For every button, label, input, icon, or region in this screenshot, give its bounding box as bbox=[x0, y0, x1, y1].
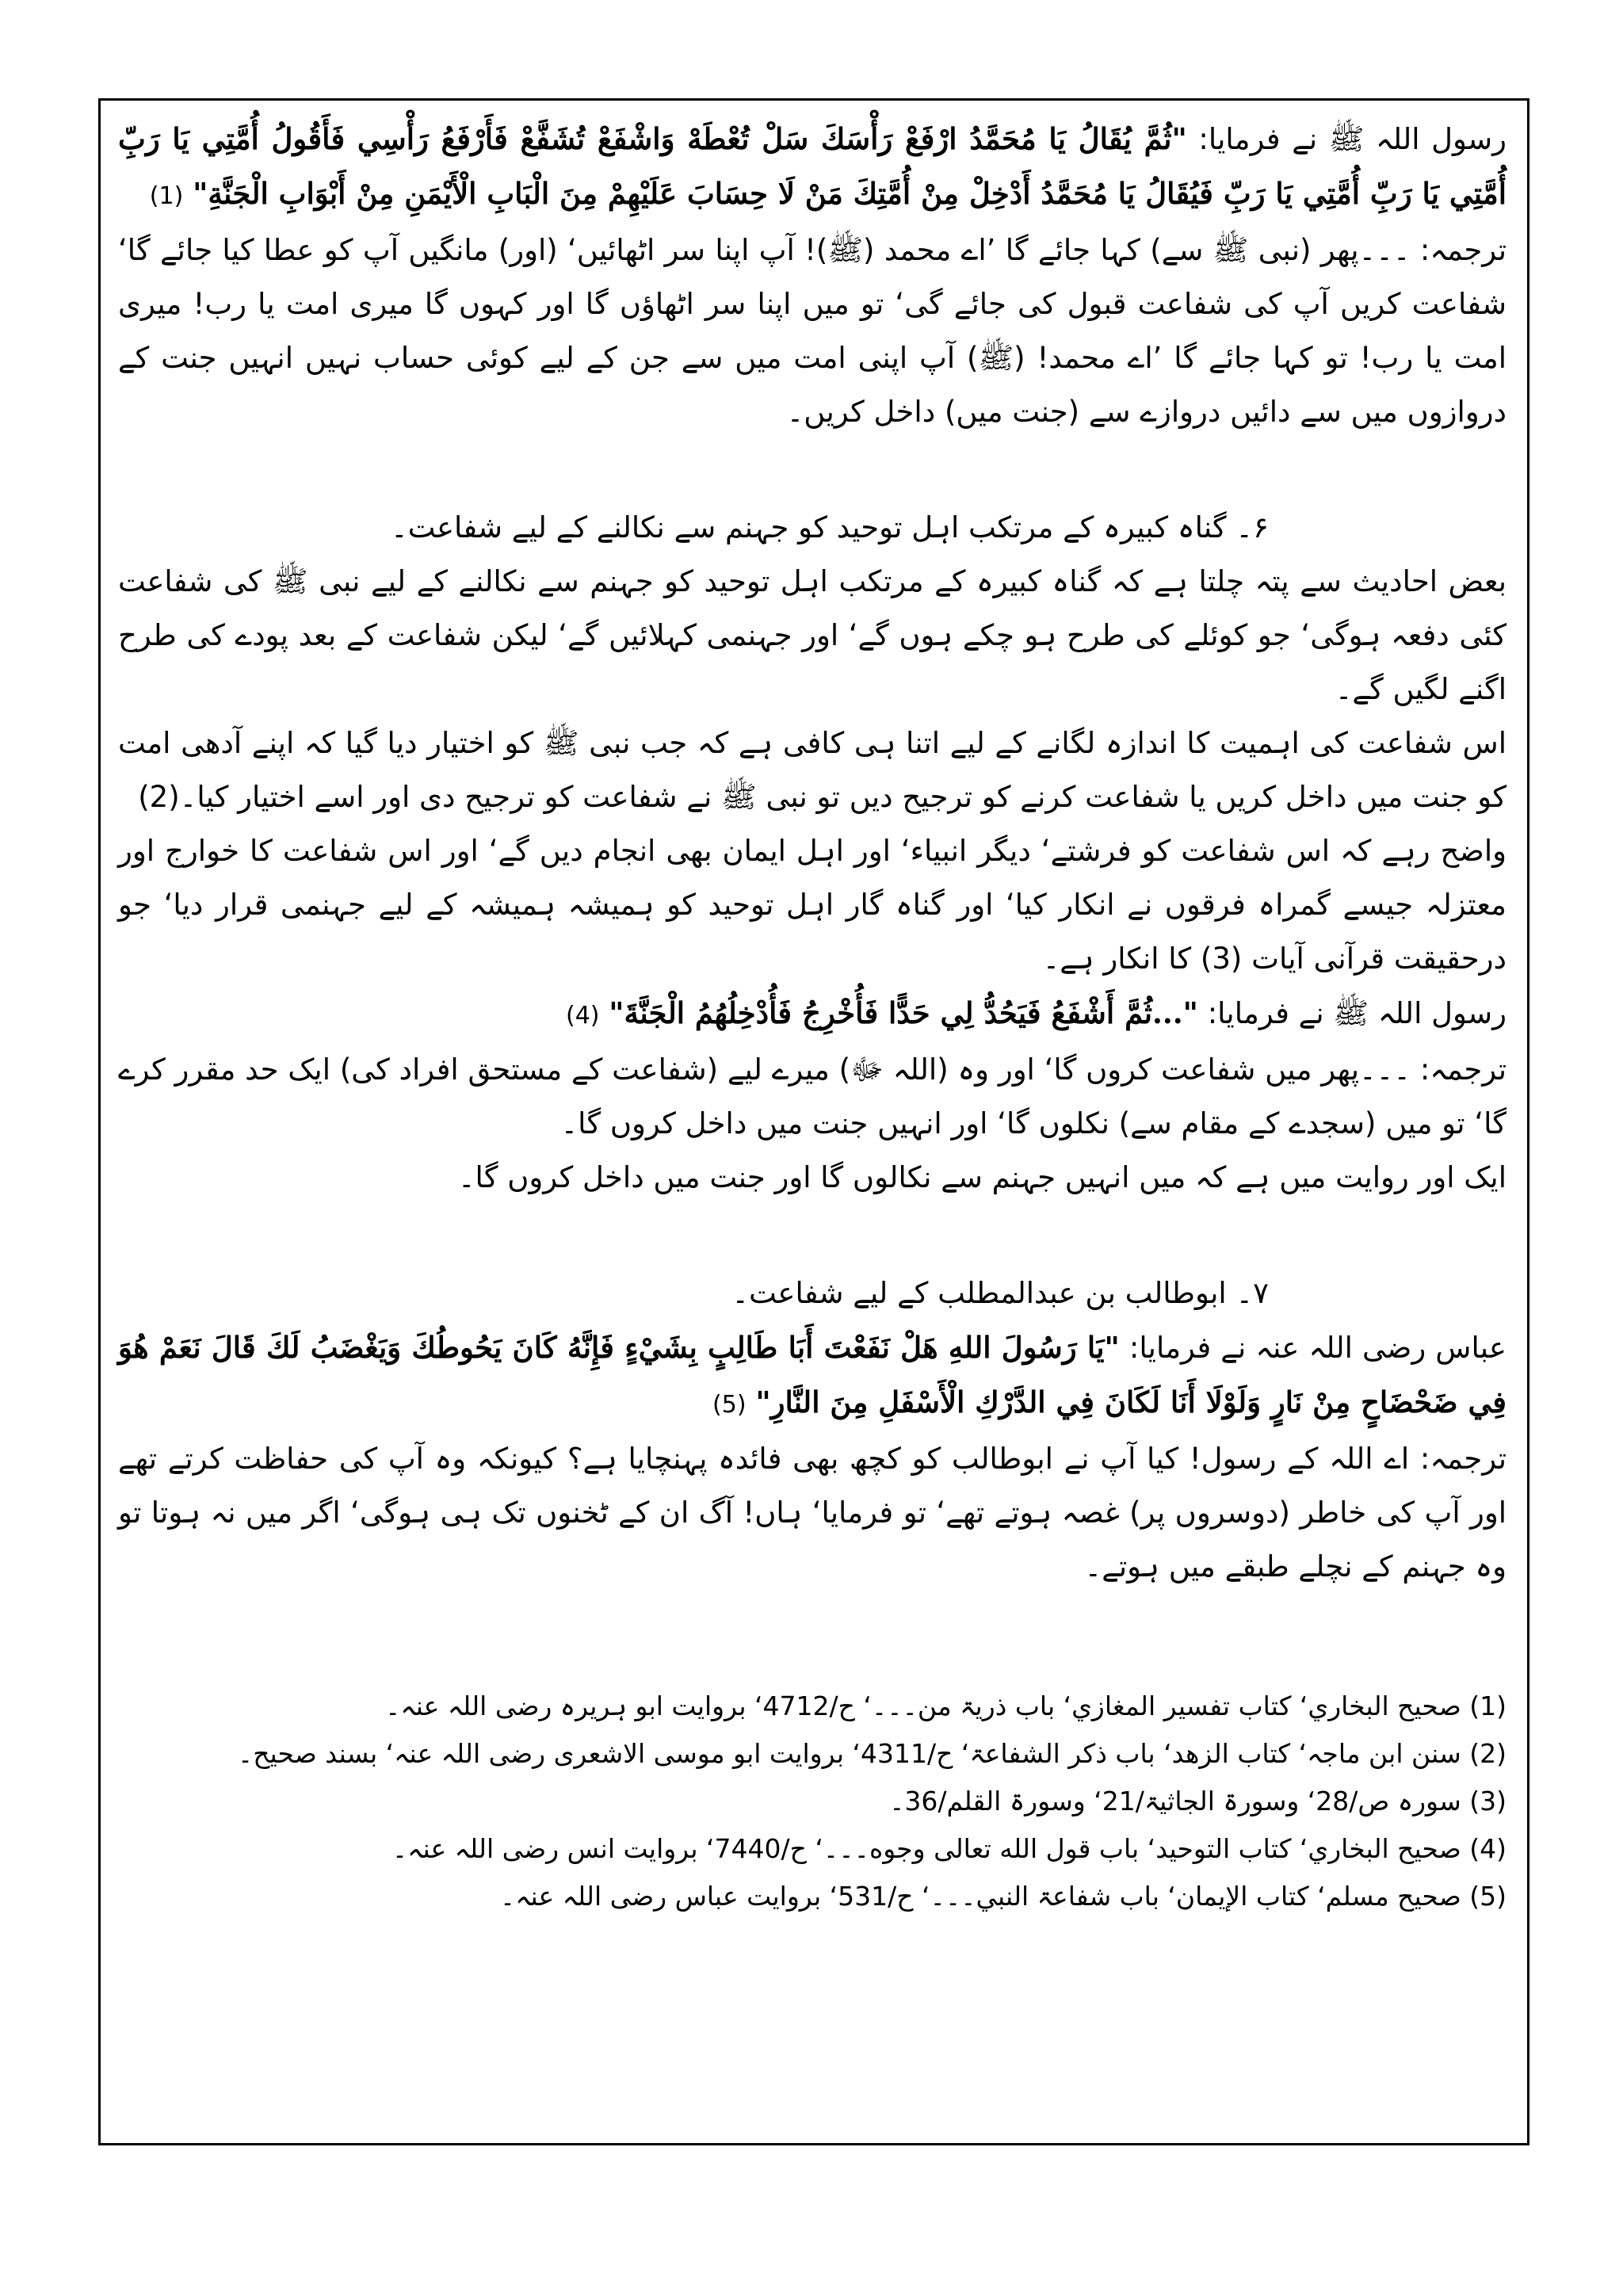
hadith-lead: عباس رضی اللہ عنہ نے فرمایا: bbox=[1128, 1331, 1507, 1365]
hadith-paragraph-1 bbox=[118, 112, 1507, 223]
hadith-lead: رسول اللہ ﷺ نے فرمایا: bbox=[1198, 122, 1507, 156]
section-gap bbox=[118, 1205, 1507, 1266]
translation-text: ترجمہ: ۔۔۔پھر میں شفاعت کروں گا‘ اور وہ (اللہ ﷻ) میرے لیے (شفاعت کے مستحق افراد کی) ایک حد مقرر کرے گا‘ تو میں (سجدے کے مقام سے) نکلوں گا‘ اور انہیں جنت میں داخل کروں گا۔ bbox=[118, 1052, 1507, 1140]
section-6-paragraph bbox=[118, 555, 1507, 716]
footnote-ref: (4) bbox=[565, 1002, 600, 1030]
paragraph-text: واضح رہے کہ اس شفاعت کو فرشتے‘ دیگر انبیاء‘ اور اہل ایمان بھی انجام دیں گے‘ اور اس شفاعت کا خوارج اور معتزلہ جیسے گمراہ فرقوں نے انکار کیا‘ اور گناہ گار اہل توحید کو ہمیشہ ہمیشہ کے لیے جہنمی قرار دیا‘ جو درحقیقت قرآنی آیات (3) کا انکار ہے۔ bbox=[118, 834, 1507, 976]
footnote-gap bbox=[118, 1594, 1507, 1656]
arabic-hadith-text: "...ثُمَّ أَشْفَعُ فَيَحُدُّ لِي حَدًّا فَأُخْرِجُ فَأُدْخِلُهُمُ الْجَنَّةَ" bbox=[609, 995, 1198, 1030]
translation-text: ترجمہ: ۔۔۔پھر (نبی ﷺ سے) کہا جائے گا ’اے محمد (ﷺ)! آپ اپنا سر اٹھائیں‘ (اور) مانگیں آپ کو عطا کیا جائے گا‘ شفاعت کریں آپ کی شفاعت قبول کی جائے گی‘ تو میں اپنا سر اٹھاؤں گا اور کہوں گا میری امت یا رب! میری امت یا رب! تو کہا جائے گا ’اے محمد! (ﷺ) آپ اپنی امت میں سے جن کے لیے کوئی حساب نہیں انہیں جنت کے دروازوں میں سے دائیں دروازے سے (جنت میں) داخل کریں۔ bbox=[118, 233, 1507, 429]
paragraph-text: ایک اور روایت میں ہے کہ میں انہیں جہنم سے نکالوں گا اور جنت میں داخل کروں گا۔ bbox=[457, 1160, 1507, 1194]
footnote-item: (4) صحیح البخاري‘ کتاب التوحید‘ باب قول الله تعالى وجوه۔۔۔‘ ح/7440‘ بروایت انس رضی اللہ عنہ۔ bbox=[391, 1833, 1507, 1864]
translation-paragraph-1 bbox=[118, 223, 1507, 439]
page-frame bbox=[98, 98, 1529, 2145]
footnote-item: (5) صحیح مسلم‘ کتاب الإیمان‘ باب شفاعۃ النبي۔۔۔‘ ح/531‘ بروایت عباس رضی اللہ عنہ۔ bbox=[499, 1881, 1507, 1912]
paragraph-text: اس شفاعت کی اہمیت کا اندازہ لگانے کے لیے اتنا ہی کافی ہے کہ جب نبی ﷺ کو اختیار دیا گیا کہ اپنے آدھی امت کو جنت میں داخل کریں یا شفاعت کرنے کو ترجیح دیں تو نبی ﷺ نے شفاعت کو ترجیح دی اور اسے اختیار کیا۔(2) bbox=[118, 726, 1507, 814]
section-7-heading: ۷۔ ابوطالب بن عبدالمطلب کے لیے شفاعت۔ bbox=[731, 1276, 1269, 1310]
footnotes-list bbox=[118, 1683, 1507, 1920]
section-6-heading: ۶۔ گناہ کبیرہ کے مرتکب اہل توحید کو جہنم سے نکالنے کے لیے شفاعت۔ bbox=[390, 510, 1269, 544]
footnote-item: (3) سورہ ص/28‘ وسورۃ الجاثیۃ/21‘ وسورۃ القلم/36۔ bbox=[889, 1786, 1507, 1817]
section-gap bbox=[118, 439, 1507, 501]
translation-paragraph-5 bbox=[118, 1432, 1507, 1594]
hadith-paragraph-4 bbox=[118, 986, 1507, 1043]
section-6-paragraph bbox=[118, 1151, 1507, 1205]
translation-paragraph-4 bbox=[118, 1043, 1507, 1151]
section-6-paragraph bbox=[118, 824, 1507, 986]
section-6-paragraph bbox=[118, 716, 1507, 824]
footnote-ref: (1) bbox=[149, 182, 184, 210]
translation-text: ترجمہ: اے اللہ کے رسول! کیا آپ نے ابوطالب کو کچھ بھی فائدہ پہنچایا ہے؟ کیونکہ وہ آپ کی حفاظت کرتے تھے اور آپ کی خاطر (دوسروں پر) غصہ ہوتے تھے‘ تو فرمایا‘ ہاں! آگ ان کے ٹخنوں تک ہی ہوگی‘ اگر میں نہ ہوتا تو وہ جہنم کے نچلے طبقے میں ہوتے۔ bbox=[118, 1442, 1507, 1584]
footnote-item: (1) صحیح البخاري‘ کتاب تفسیر المغازي‘ باب ذریۃ من۔۔۔‘ ح/4712‘ بروایت ابو ہریرہ رضی اللہ عنہ۔ bbox=[385, 1690, 1507, 1721]
hadith-paragraph-5 bbox=[118, 1320, 1507, 1432]
footnote-gap bbox=[118, 1656, 1507, 1683]
arabic-hadith-text: "ثُمَّ يُقَالُ يَا مُحَمَّدُ ارْفَعْ رَأْسَكَ سَلْ تُعْطَهْ وَاشْفَعْ تُشَفَّعْ فَأَرْفَعُ رَأْسِي فَأَقُولُ أُمَّتِي يَا رَبِّ أُمَّتِي يَا رَبِّ أُمَّتِي يَا رَبِّ فَيُقَالُ يَا مُحَمَّدُ أَدْخِلْ مِنْ أُمَّتِكَ مَنْ لَا حِسَابَ عَلَيْهِمْ مِنَ الْبَابِ الْأَيْمَنِ مِنْ أَبْوَابِ الْجَنَّةِ" bbox=[118, 121, 1507, 211]
footnote-ref: (5) bbox=[712, 1391, 747, 1419]
hadith-lead: رسول اللہ ﷺ نے فرمایا: bbox=[1207, 996, 1507, 1030]
footnote-item: (2) سنن ابن ماجہ‘ کتاب الزهد‘ باب ذکر الشفاعۃ‘ ح/4311‘ بروایت ابو موسی الاشعری رضی اللہ عنہ‘ بسند صحیح۔ bbox=[237, 1738, 1507, 1769]
paragraph-text: بعض احادیث سے پتہ چلتا ہے کہ گناہ کبیرہ کے مرتکب اہل توحید کو جہنم سے نکالنے کے لیے نبی ﷺ کی شفاعت کئی دفعہ ہوگی‘ جو کوئلے کی طرح ہو چکے ہوں گے‘ اور جہنمی کہلائیں گے‘ لیکن شفاعت کے بعد پودے کی طرح اگنے لگیں گے۔ bbox=[118, 564, 1507, 706]
arabic-hadith-text: "يَا رَسُولَ اللهِ هَلْ نَفَعْتَ أَبَا طَالِبٍ بِشَيْءٍ فَإِنَّهُ كَانَ يَحُوطُكَ وَيَغْضَبُ لَكَ قَالَ نَعَمْ هُوَ فِي ضَحْضَاحٍ مِنْ نَارٍ وَلَوْلَا أَنَا لَكَانَ فِي الدَّرْكِ الْأَسْفَلِ مِنَ النَّارِ" bbox=[118, 1330, 1507, 1419]
